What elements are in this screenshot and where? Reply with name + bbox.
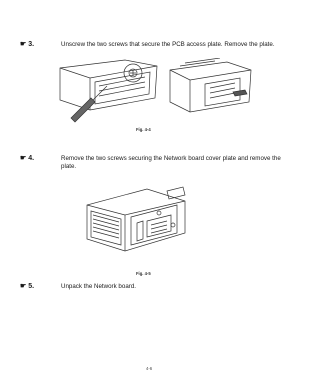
pointing-hand-icon: ☛ bbox=[20, 283, 27, 290]
pointing-hand-icon: ☛ bbox=[20, 155, 27, 162]
figure-4-5-illustration bbox=[85, 183, 190, 253]
step-number: 3. bbox=[28, 41, 35, 48]
figure-4-4-illustration bbox=[55, 58, 255, 123]
figure-caption: Fig. 4-5 bbox=[136, 271, 151, 276]
pointing-hand-icon: ☛ bbox=[20, 41, 27, 48]
step-text: Unscrew the two screws that secure the PCB access plate. Remove the plate. bbox=[61, 41, 275, 48]
step-text: Unpack the Network board. bbox=[61, 283, 136, 290]
page-number: 4-6 bbox=[146, 366, 153, 371]
step-text: Remove the two screws securing the Network board cover plate and remove the plate. bbox=[61, 155, 281, 170]
step-number: 4. bbox=[28, 155, 35, 162]
step-number: 5. bbox=[28, 283, 35, 290]
figure-caption: Fig. 4-4 bbox=[136, 127, 151, 132]
